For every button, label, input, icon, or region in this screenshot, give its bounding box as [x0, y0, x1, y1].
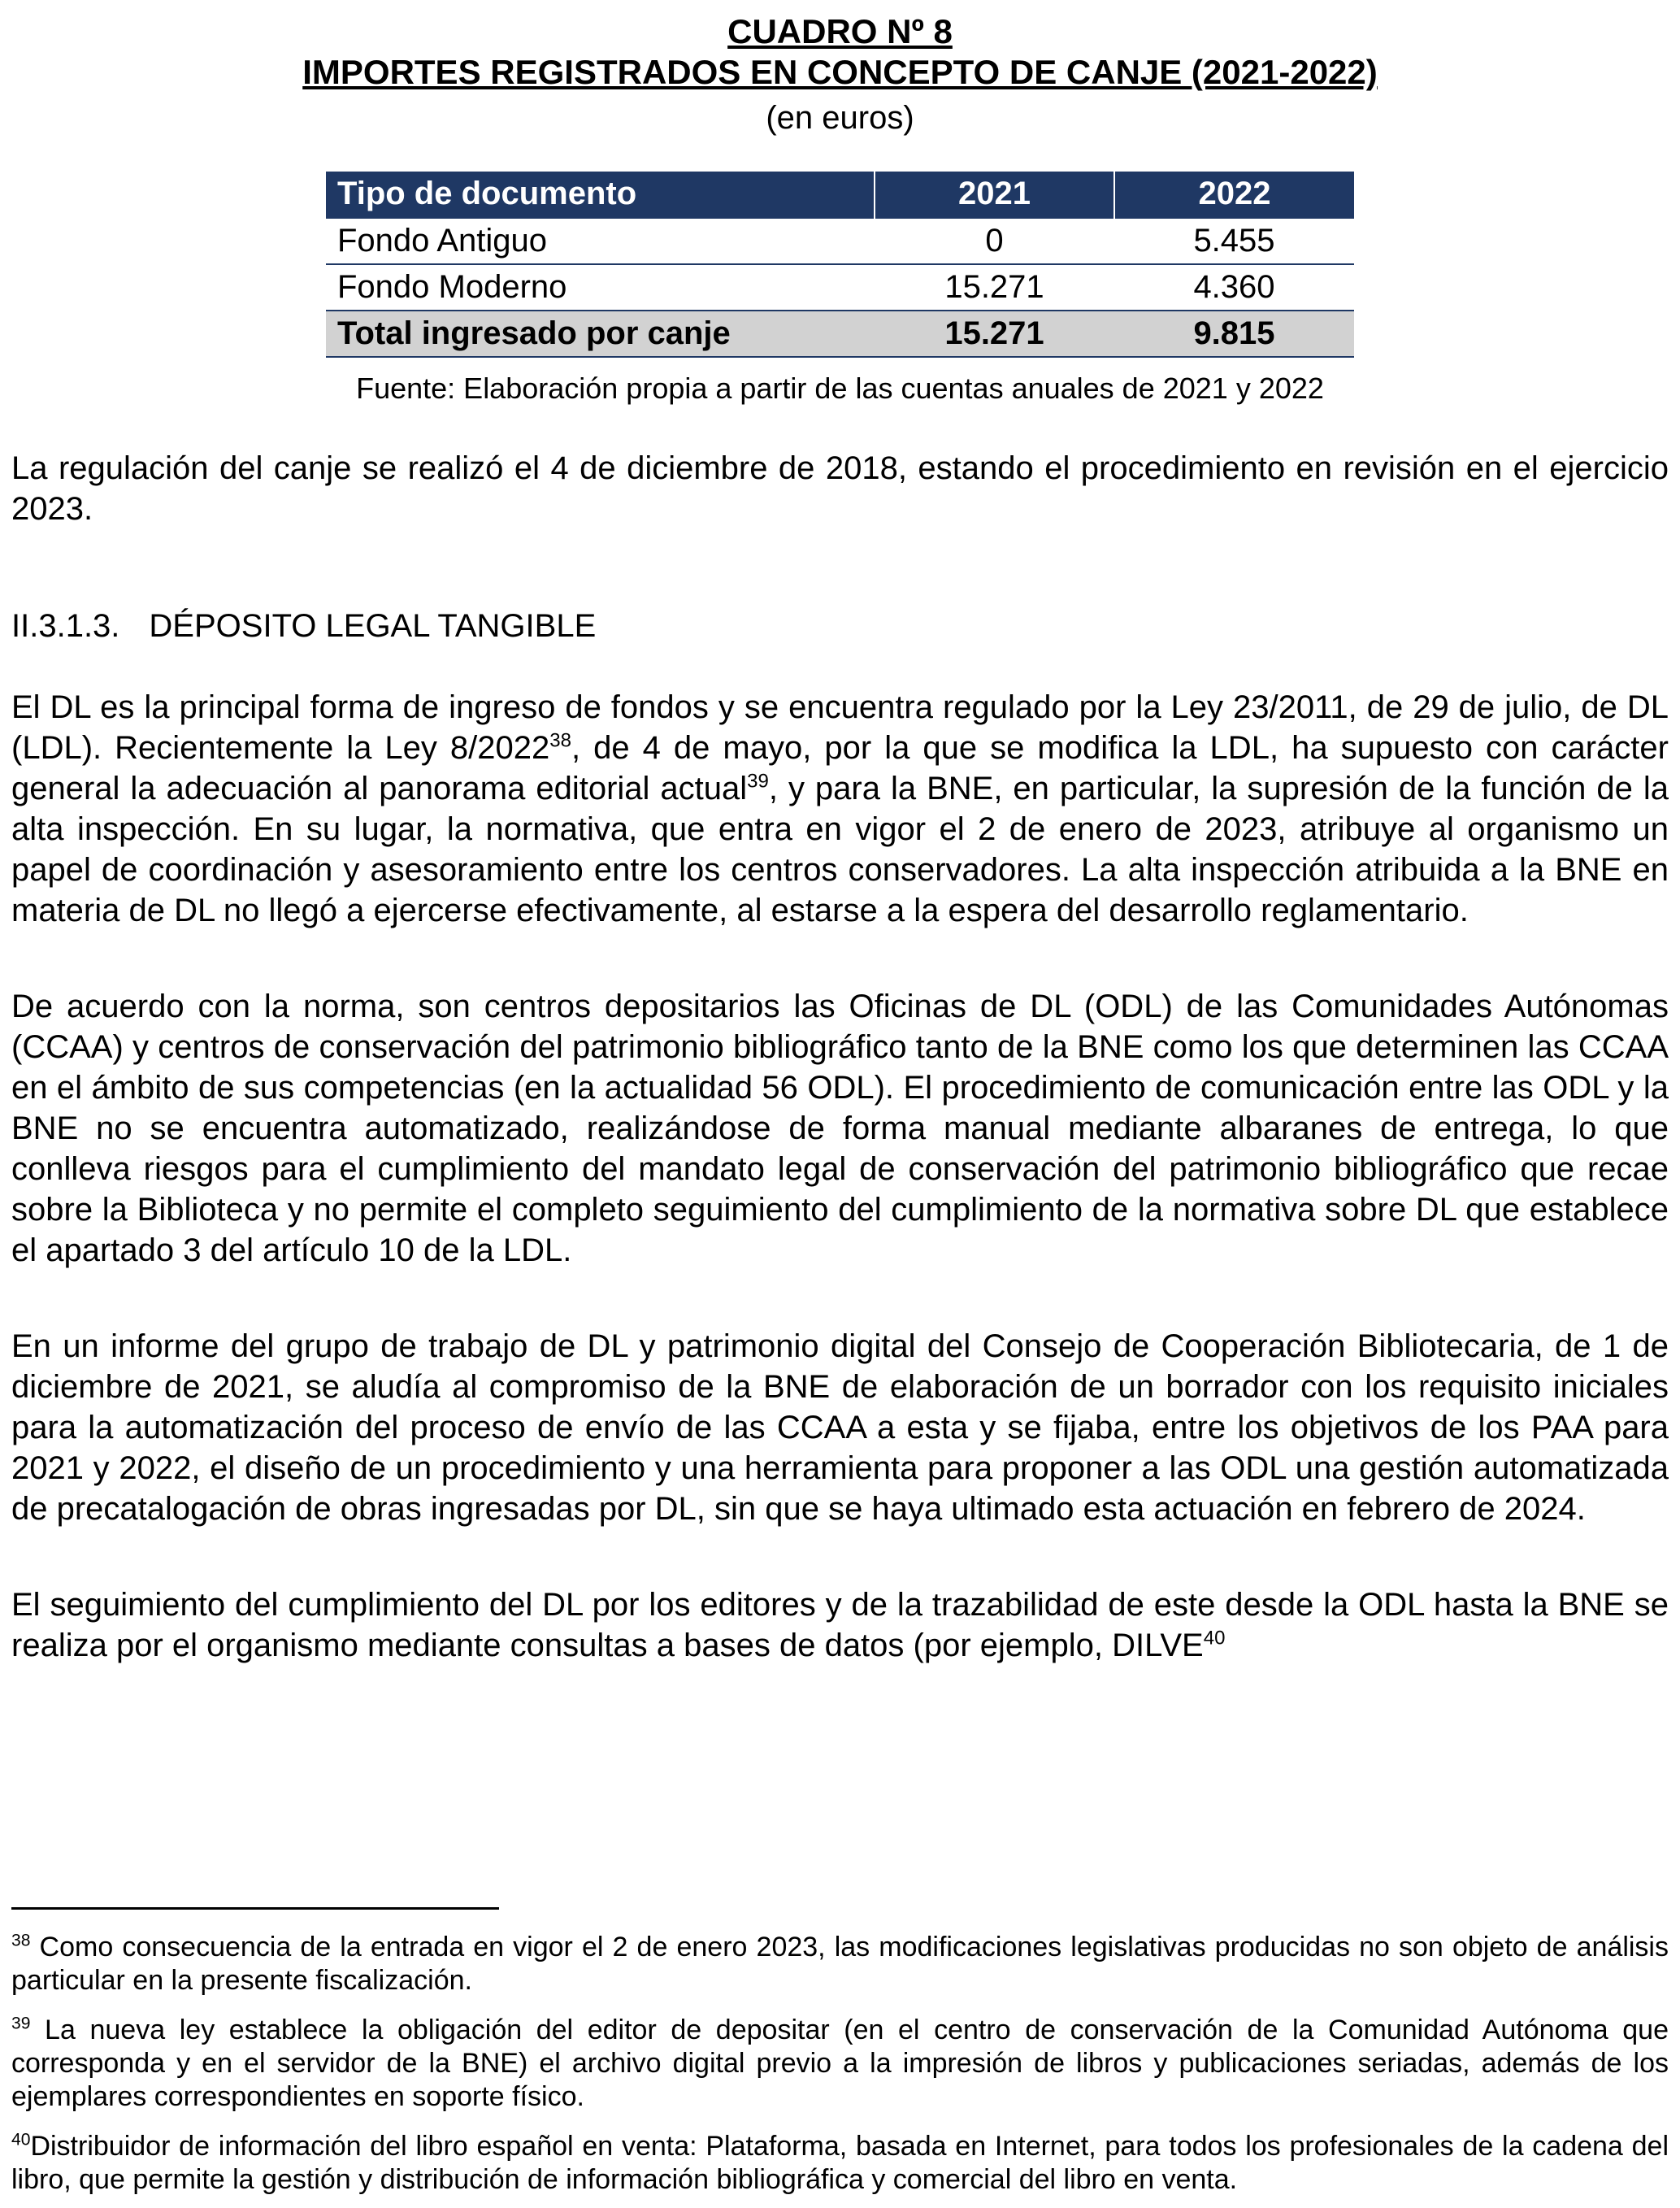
text-segment: El DL es la principal forma de ingreso de fondos y se encuentra regulado por la Ley 23/2011, de 29 de julio, de DL (LDL). Recientemente la Ley 8/2022 — [11, 689, 1669, 766]
cuadro-unit-label: (en euros) — [766, 99, 914, 136]
text-segment: , y para la BNE, en particular, la supresión de la función de la alta inspección. En su lugar, la normativa, que entra en vigor el 2 de enero de 2023, atribuye al organismo un papel de coordinación y asesoramiento entre los centros conservadores. La alta inspección atribuida a la BNE en materia de DL no llegó a ejercerse efectivamente, al estarse a la espera del desarrollo reglamentario. — [11, 770, 1669, 928]
header-cell-2022: 2022 — [1114, 172, 1354, 218]
canje-table — [326, 172, 1354, 358]
header-cell-tipo-documento: Tipo de documento — [326, 172, 875, 218]
total-value-2022: 9.815 — [1114, 311, 1354, 357]
footnote-ref-39: 39 — [747, 770, 769, 793]
paragraph-seguimiento-dl — [11, 1584, 1669, 1666]
footnote-40 — [11, 2130, 1669, 2197]
text-segment: , de 4 de mayo, por la que se modifica la LDL, ha supuesto con carácter general la adecuación al panorama editorial actual — [11, 729, 1669, 806]
section-title: DÉPOSITO LEGAL TANGIBLE — [149, 607, 597, 644]
footnotes-section — [11, 1907, 1669, 2200]
footnote-marker-38: 38 — [11, 1931, 31, 1950]
paragraph-regulacion-canje: La regulación del canje se realizó el 4 de diciembre de 2018, estando el procedimiento en revisión en el ejercicio 2023. — [11, 450, 1669, 527]
row-value-2021: 0 — [875, 218, 1114, 264]
total-label: Total ingresado por canje — [326, 311, 875, 357]
paragraph-centros-depositarios: De acuerdo con la norma, son centros depositarios las Oficinas de DL (ODL) de las Comunidades Autónomas (CCAA) y centros de conservación del patrimonio bibliográfico tanto de la BNE como los que determinen las CCAA en el ámbito de sus competencias (en la actualidad 56 ODL). El procedimiento de comunicación entre las ODL y la BNE no se encuentra automatizado, realizándose de forma manual mediante albaranes de entrega, lo que conlleva riesgos para el cumplimiento del mandato legal de conservación del patrimonio bibliográfico que recae sobre la Biblioteca y no permite el completo seguimiento del cumplimiento de la normativa sobre DL que establece el apartado 3 del artículo 10 de la LDL. — [11, 988, 1669, 1268]
footnote-marker-39: 39 — [11, 2014, 31, 2033]
row-value-2022: 5.455 — [1114, 218, 1354, 264]
paragraph-informe-grupo-trabajo: En un informe del grupo de trabajo de DL y patrimonio digital del Consejo de Cooperación Bibliotecaria, de 1 de diciembre de 2021, se aludía al compromiso de la BNE de elaboración de un borrador con los requisito iniciales para la automatización del proceso de envío de las CCAA a esta y se fijaba, entre los objetivos de los PAA para 2021 y 2022, el diseño de un procedimiento y una herramienta para proponer a las ODL una gestión automatizada de precatalogación de obras ingresadas por DL, sin que se haya ultimado esta actuación en febrero de 2024. — [11, 1328, 1669, 1527]
row-label: Fondo Moderno — [326, 264, 875, 311]
table-source-caption: Fuente: Elaboración propia a partir de las cuentas anuales de 2021 y 2022 — [356, 371, 1324, 405]
footnote-38 — [11, 1931, 1669, 1997]
footnote-text: La nueva ley establece la obligación del editor de depositar (en el centro de conservación de la Comunidad Autónoma que corresponda y en el servidor de la BNE) el archivo digital previo a la impresión de libros y publicaciones seriadas, además de los ejemplares correspondientes en soporte físico. — [11, 2015, 1669, 2112]
footnote-marker-40: 40 — [11, 2130, 31, 2149]
table-header-row — [326, 172, 1354, 218]
section-number: II.3.1.3. — [11, 607, 120, 644]
table-row-total — [326, 311, 1354, 357]
table-row-fondo-moderno — [326, 264, 1354, 311]
table-row-fondo-antiguo — [326, 218, 1354, 264]
row-label: Fondo Antiguo — [326, 218, 875, 264]
cuadro-header — [11, 11, 1669, 137]
footnote-ref-40: 40 — [1203, 1627, 1226, 1649]
footnote-text: Distribuidor de información del libro español en venta: Plataforma, basada en Internet, para todos los profesionales de la cadena del libro, que permite la gestión y distribución de información bibliográfica y comercial del libro en venta. — [11, 2131, 1669, 2195]
section-heading — [11, 606, 1669, 646]
footnote-separator — [11, 1907, 499, 1910]
paragraph-dl-ley — [11, 687, 1669, 931]
footnote-text: Como consecuencia de la entrada en vigor el 2 de enero 2023, las modificaciones legislativas producidas no son objeto de análisis particular en la presente fiscalización. — [11, 1932, 1669, 1996]
row-value-2022: 4.360 — [1114, 264, 1354, 311]
total-value-2021: 15.271 — [875, 311, 1114, 357]
cuadro-number-title: CUADRO Nº 8 — [727, 12, 953, 50]
row-value-2021: 15.271 — [875, 264, 1114, 311]
footnote-39 — [11, 2014, 1669, 2114]
cuadro-subtitle: IMPORTES REGISTRADOS EN CONCEPTO DE CANJE (2021-2022) — [302, 53, 1378, 92]
text-segment: El seguimiento del cumplimiento del DL por los editores y de la trazabilidad de este desde la ODL hasta la BNE se realiza por el organismo mediante consultas a bases de datos (por ejemplo, DILVE — [11, 1586, 1669, 1663]
footnote-ref-38: 38 — [549, 729, 571, 752]
header-cell-2021: 2021 — [875, 172, 1114, 218]
